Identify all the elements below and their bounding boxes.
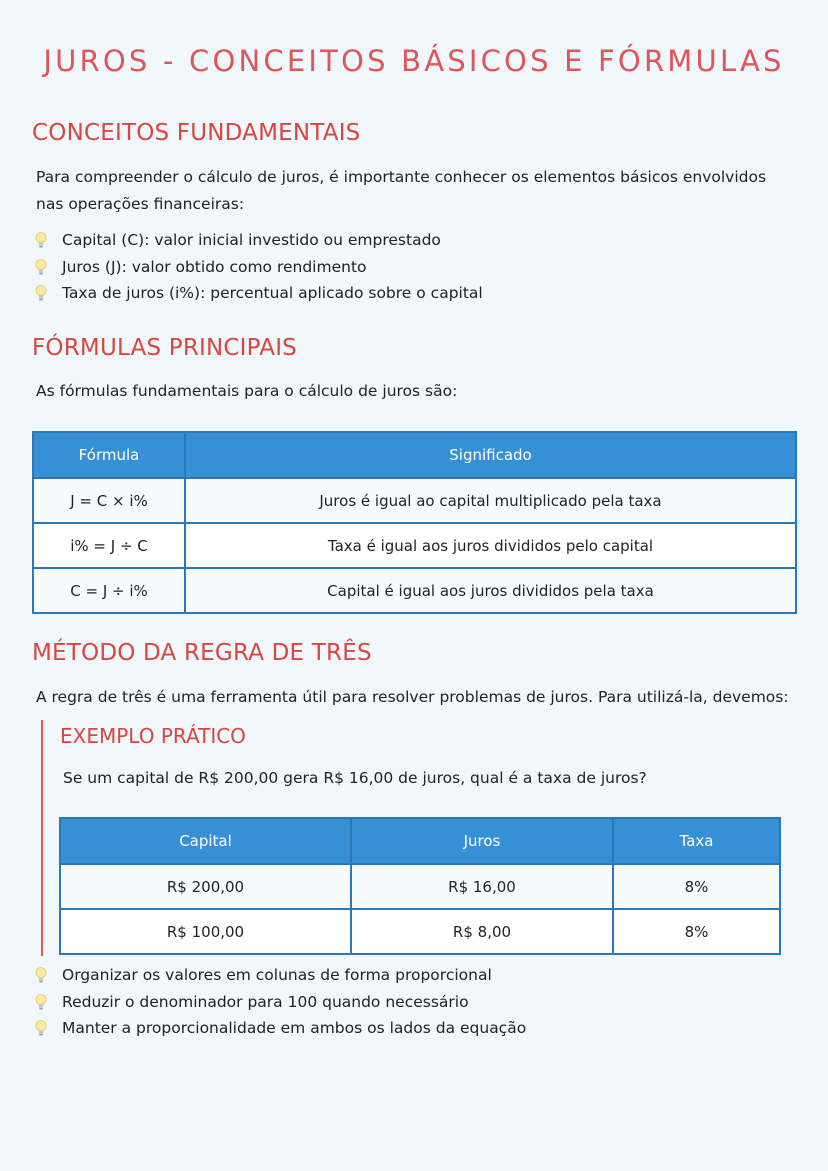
list-item xyxy=(32,280,483,307)
formula-cell: i% = J ÷ C xyxy=(33,523,185,568)
lightbulb-icon xyxy=(35,231,47,249)
table-row xyxy=(60,909,780,954)
lightbulb-icon xyxy=(35,993,47,1011)
column-header: Significado xyxy=(185,432,796,478)
section-heading-rule-of-three: MÉTODO DA REGRA DE TRÊS xyxy=(32,640,372,666)
bullet-text: Juros (J): valor obtido como rendimento xyxy=(62,257,367,276)
lightbulb-icon xyxy=(35,1019,47,1037)
list-item xyxy=(32,962,526,989)
section-heading-formulas: FÓRMULAS PRINCIPAIS xyxy=(32,335,297,361)
page-title: JUROS - CONCEITOS BÁSICOS E FÓRMULAS xyxy=(43,44,785,78)
concepts-intro: Para compreender o cálculo de juros, é importante conhecer os elementos básicos envolvidos nas operações financeiras: xyxy=(36,168,767,213)
table-header-row xyxy=(33,432,796,478)
column-header: Taxa xyxy=(613,818,780,864)
example-accent-bar xyxy=(41,720,43,956)
column-header: Juros xyxy=(351,818,613,864)
example-question: Se um capital de R$ 200,00 gera R$ 16,00 de juros, qual é a taxa de juros? xyxy=(63,769,647,787)
capital-cell: R$ 200,00 xyxy=(60,864,351,909)
section-heading-concepts: CONCEITOS FUNDAMENTAIS xyxy=(32,120,361,146)
lightbulb-icon xyxy=(35,284,47,302)
bullet-text: Capital (C): valor inicial investido ou emprestado xyxy=(62,231,441,249)
interest-cell: R$ 16,00 xyxy=(351,864,613,909)
interest-cell: R$ 8,00 xyxy=(351,909,613,954)
formulas-intro: As fórmulas fundamentais para o cálculo de juros são: xyxy=(36,382,458,400)
table-row xyxy=(60,864,780,909)
list-item xyxy=(32,227,483,254)
lightbulb-icon xyxy=(35,966,47,984)
meaning-cell: Taxa é igual aos juros divididos pelo capital xyxy=(185,523,796,568)
rate-cell: 8% xyxy=(613,909,780,954)
formulas-table xyxy=(32,431,797,614)
example-title: EXEMPLO PRÁTICO xyxy=(60,724,246,748)
list-item xyxy=(32,1015,526,1042)
column-header: Fórmula xyxy=(33,432,185,478)
rule-of-three-intro: A regra de três é uma ferramenta útil para resolver problemas de juros. Para utilizá-la, devemos: xyxy=(36,688,789,706)
list-item xyxy=(32,254,483,281)
meaning-cell: Capital é igual aos juros divididos pela taxa xyxy=(185,568,796,613)
bullet-text: Organizar os valores em colunas de forma proporcional xyxy=(62,966,492,984)
bullet-text: Manter a proporcionalidade em ambos os lados da equação xyxy=(62,1019,527,1037)
meaning-cell: Juros é igual ao capital multiplicado pela taxa xyxy=(185,478,796,523)
rule-of-three-steps xyxy=(32,962,526,1042)
lightbulb-icon xyxy=(35,258,47,276)
table-row xyxy=(33,478,796,523)
table-row xyxy=(33,568,796,613)
rate-cell: 8% xyxy=(613,864,780,909)
table-header-row xyxy=(60,818,780,864)
bullet-text: Taxa de juros (i%): percentual aplicado sobre o capital xyxy=(62,284,483,302)
column-header: Capital xyxy=(60,818,351,864)
example-table xyxy=(59,817,781,955)
bullet-text: Reduzir o denominador para 100 quando necessário xyxy=(62,992,469,1011)
capital-cell: R$ 100,00 xyxy=(60,909,351,954)
formula-cell: C = J ÷ i% xyxy=(33,568,185,613)
table-row xyxy=(33,523,796,568)
formula-cell: J = C × i% xyxy=(33,478,185,523)
list-item xyxy=(32,989,526,1016)
concepts-list xyxy=(32,227,483,307)
